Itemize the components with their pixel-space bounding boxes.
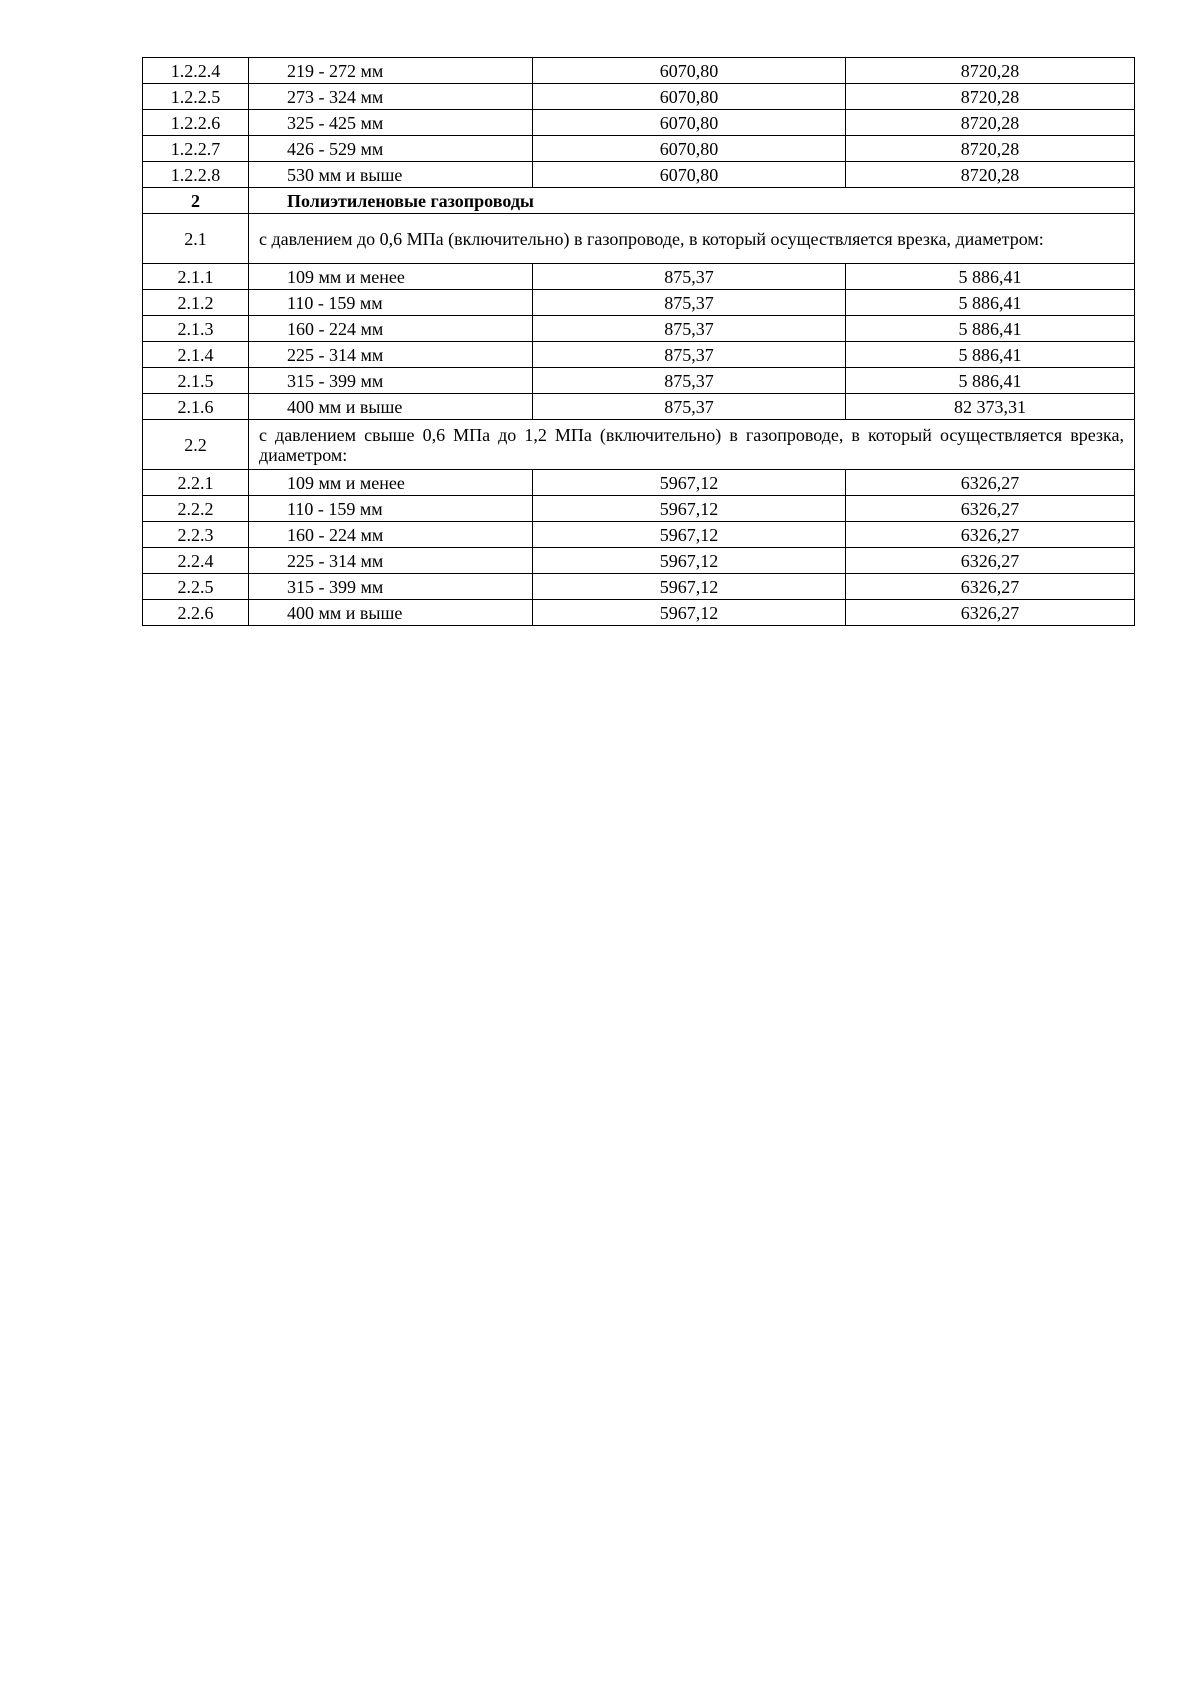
table-row — [143, 342, 1135, 368]
row-diameter: 315 - 399 мм — [249, 368, 533, 394]
row-value-2: 8720,28 — [846, 58, 1135, 84]
row-diameter: 110 - 159 мм — [249, 290, 533, 316]
table-row — [143, 162, 1135, 188]
table-row — [143, 600, 1135, 626]
row-value-1: 6070,80 — [533, 136, 846, 162]
row-diameter: 426 - 529 мм — [249, 136, 533, 162]
row-value-1: 5967,12 — [533, 522, 846, 548]
row-code: 1.2.2.4 — [143, 58, 249, 84]
row-value-1: 5967,12 — [533, 574, 846, 600]
row-value-1: 5967,12 — [533, 600, 846, 626]
subsection-row — [143, 420, 1135, 470]
section-row — [143, 188, 1135, 214]
row-code: 2.1.4 — [143, 342, 249, 368]
row-code: 2.2.4 — [143, 548, 249, 574]
table-row — [143, 548, 1135, 574]
row-diameter: 109 мм и менее — [249, 264, 533, 290]
row-diameter: 325 - 425 мм — [249, 110, 533, 136]
row-diameter: 273 - 324 мм — [249, 84, 533, 110]
row-value-2: 82 373,31 — [846, 394, 1135, 420]
row-value-1: 875,37 — [533, 290, 846, 316]
table-row — [143, 316, 1135, 342]
row-value-2: 5 886,41 — [846, 342, 1135, 368]
table-row — [143, 136, 1135, 162]
table-row — [143, 368, 1135, 394]
row-code: 2.1.5 — [143, 368, 249, 394]
row-diameter: 110 - 159 мм — [249, 496, 533, 522]
rates-table-body — [143, 58, 1135, 626]
row-diameter: 225 - 314 мм — [249, 342, 533, 368]
row-diameter: 400 мм и выше — [249, 600, 533, 626]
row-diameter: 219 - 272 мм — [249, 58, 533, 84]
row-value-1: 875,37 — [533, 316, 846, 342]
row-value-2: 6326,27 — [846, 496, 1135, 522]
row-value-1: 875,37 — [533, 368, 846, 394]
row-diameter: 160 - 224 мм — [249, 316, 533, 342]
row-value-2: 6326,27 — [846, 470, 1135, 496]
row-value-1: 6070,80 — [533, 84, 846, 110]
table-row — [143, 522, 1135, 548]
row-code: 1.2.2.5 — [143, 84, 249, 110]
row-value-2: 8720,28 — [846, 162, 1135, 188]
row-value-2: 6326,27 — [846, 522, 1135, 548]
table-row — [143, 84, 1135, 110]
row-value-1: 6070,80 — [533, 162, 846, 188]
table-row — [143, 574, 1135, 600]
subsection-description: с давлением свыше 0,6 МПа до 1,2 МПа (включительно) в газопроводе, в который осуществляется врезка, диаметром: — [249, 420, 1135, 470]
row-value-1: 5967,12 — [533, 496, 846, 522]
table-row — [143, 470, 1135, 496]
row-code: 2.2.5 — [143, 574, 249, 600]
row-value-2: 5 886,41 — [846, 264, 1135, 290]
row-value-2: 8720,28 — [846, 84, 1135, 110]
row-code: 2.2.2 — [143, 496, 249, 522]
table-row — [143, 58, 1135, 84]
table-row — [143, 264, 1135, 290]
row-code: 2.1.1 — [143, 264, 249, 290]
row-diameter: 400 мм и выше — [249, 394, 533, 420]
row-code: 2.2.6 — [143, 600, 249, 626]
rates-table — [142, 57, 1135, 626]
table-row — [143, 394, 1135, 420]
row-value-1: 875,37 — [533, 394, 846, 420]
row-code: 2.1.2 — [143, 290, 249, 316]
table-row — [143, 496, 1135, 522]
row-value-1: 875,37 — [533, 342, 846, 368]
row-code: 1.2.2.6 — [143, 110, 249, 136]
row-value-1: 6070,80 — [533, 110, 846, 136]
row-value-2: 8720,28 — [846, 136, 1135, 162]
row-value-1: 5967,12 — [533, 548, 846, 574]
row-value-2: 5 886,41 — [846, 368, 1135, 394]
subsection-row — [143, 214, 1135, 264]
section-code: 2 — [143, 188, 249, 214]
row-value-2: 6326,27 — [846, 600, 1135, 626]
row-code: 1.2.2.7 — [143, 136, 249, 162]
row-code: 1.2.2.8 — [143, 162, 249, 188]
row-diameter: 530 мм и выше — [249, 162, 533, 188]
row-diameter: 109 мм и менее — [249, 470, 533, 496]
subsection-code: 2.1 — [143, 214, 249, 264]
row-value-2: 5 886,41 — [846, 316, 1135, 342]
subsection-code: 2.2 — [143, 420, 249, 470]
row-diameter: 160 - 224 мм — [249, 522, 533, 548]
row-value-2: 5 886,41 — [846, 290, 1135, 316]
row-code: 2.1.6 — [143, 394, 249, 420]
row-code: 2.1.3 — [143, 316, 249, 342]
row-diameter: 225 - 314 мм — [249, 548, 533, 574]
row-diameter: 315 - 399 мм — [249, 574, 533, 600]
row-value-2: 6326,27 — [846, 548, 1135, 574]
row-value-1: 6070,80 — [533, 58, 846, 84]
section-title: Полиэтиленовые газопроводы — [249, 188, 1135, 214]
table-row — [143, 110, 1135, 136]
row-value-1: 5967,12 — [533, 470, 846, 496]
row-value-2: 6326,27 — [846, 574, 1135, 600]
table-row — [143, 290, 1135, 316]
row-value-1: 875,37 — [533, 264, 846, 290]
row-value-2: 8720,28 — [846, 110, 1135, 136]
row-code: 2.2.3 — [143, 522, 249, 548]
row-code: 2.2.1 — [143, 470, 249, 496]
subsection-description: с давлением до 0,6 МПа (включительно) в газопроводе, в который осуществляется врезка, диаметром: — [249, 214, 1135, 264]
